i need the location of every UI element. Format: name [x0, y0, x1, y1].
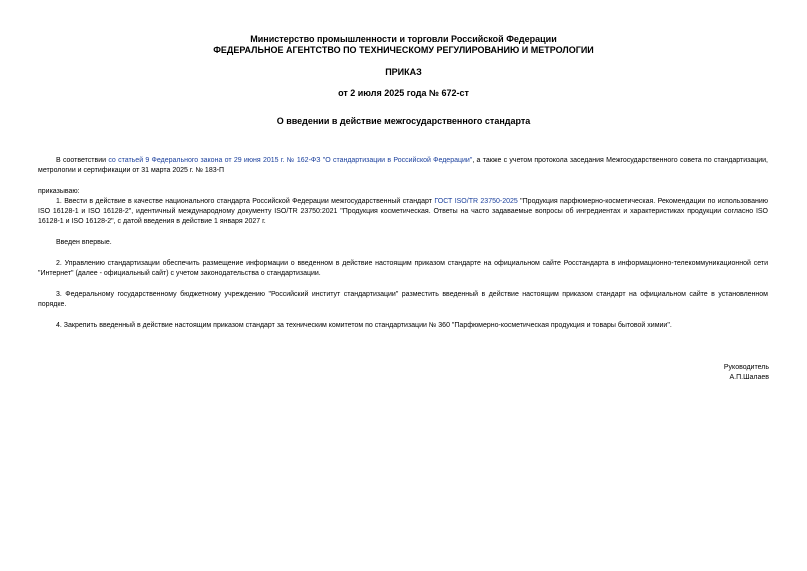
preamble-text-start: В соответствии: [56, 157, 109, 164]
preamble-paragraph: [38, 156, 768, 176]
item-1-paragraph: [38, 197, 768, 227]
item-2-paragraph: 2. Управлению стандартизации обеспечить размещение информации о введенном в действие настоящим приказом стандарте на официальном сайте Росстандарта в информационно-телекоммуникационной сети "Интернет" (далее - официальный сайт) с учетом законодательства о стандартизации.: [38, 260, 768, 277]
introduced-note: Введен впервые.: [56, 239, 112, 246]
doc-title: О введении в действие межгосударственного стандарта: [276, 116, 531, 126]
item-1-text-end: "Продукция парфюмерно-косметическая. Рекомендации по использованию ISO 16128-1 и ISO 16128-2", идентичный международному документу ISO/TR 23750:2021 "Продукция косметическая. Ответы на часто задаваемые вопросы об ингредиентах и характеристиках продукции согласно ISO 16128-1 и ISO 16128-2", с датой введения в действие 1 января 2027 г.: [38, 198, 768, 225]
item-4-paragraph: 4. Закрепить введенный в действие настоящим приказом стандарт за техническим комитетом по стандартизации № 360 "Парфюмерно-косметическая продукция и товары бытовой химии".: [56, 322, 672, 329]
law-link[interactable]: со статьей 9 Федерального закона от 29 июня 2015 г. № 162-ФЗ "О стандартизации в Российской Федерации": [108, 157, 473, 164]
preamble-text-end: , а также с учетом протокола заседания Межгосударственного совета по стандартизации, метрологии и сертификации от 31 марта 2025 г. № 183-П: [38, 157, 768, 174]
signature-role: Руководитель: [723, 364, 769, 371]
signature-name: А.П.Шалаев: [729, 374, 769, 381]
ministry-heading: Министерство промышленности и торговли Российской Федерации: [250, 34, 557, 44]
agency-heading: ФЕДЕРАЛЬНОЕ АГЕНТСТВО ПО ТЕХНИЧЕСКОМУ РЕГУЛИРОВАНИЮ И МЕТРОЛОГИИ: [213, 45, 594, 55]
gost-link[interactable]: ГОСТ ISO/TR 23750-2025: [434, 198, 518, 205]
doc-type: ПРИКАЗ: [385, 67, 422, 77]
order-word: приказываю:: [38, 188, 80, 195]
item-3-paragraph: 3. Федеральному государственному бюджетному учреждению "Российский институт стандартизации" разместить введенный в действие настоящим приказом стандарт на официальном сайте в установленном порядке.: [38, 291, 768, 308]
item-1-text-start: 1. Ввести в действие в качестве национального стандарта Российской Федерации межгосударственный стандарт: [56, 198, 435, 205]
doc-date-number: от 2 июля 2025 года № 672-ст: [338, 88, 469, 98]
